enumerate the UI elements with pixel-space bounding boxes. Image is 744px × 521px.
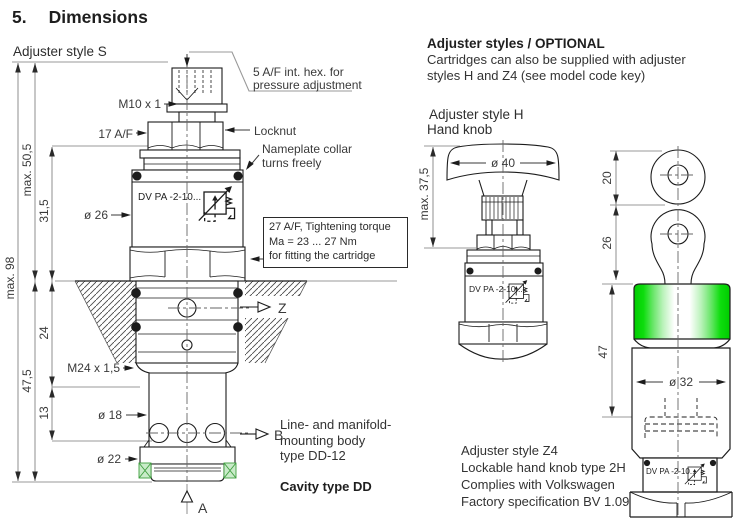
callout-collar-line2: turns freely: [262, 156, 322, 170]
adjuster-style-h-drawing: [417, 140, 559, 362]
nameplate-text-z4: DV PA -2-10...: [646, 467, 697, 476]
dia-32-label: ø 32: [668, 375, 694, 389]
z4-body-shape: [632, 348, 730, 458]
dim-max505-label: max. 50,5: [20, 143, 34, 197]
dim-315-label: 31,5: [37, 199, 51, 223]
body-note-line3: type DD-12: [280, 448, 346, 463]
torque-line3: for fitting the cartridge: [269, 250, 376, 263]
dim-13-label: 13: [37, 406, 51, 420]
main-drawing-heading: Adjuster style S: [13, 44, 107, 59]
dim-26-label: 26: [600, 236, 614, 250]
green-hand-knob: [634, 284, 730, 339]
cavity-note: Cavity type DD: [280, 479, 372, 494]
section-number: 5.: [12, 7, 27, 27]
optional-desc-line2: styles H and Z4 (see model code key): [427, 67, 646, 83]
page-title: [12, 7, 148, 28]
z4-caption-line2: Lockable hand knob type 2H: [461, 460, 626, 475]
dia-26-label: ø 26: [83, 208, 108, 222]
dim-max98-label: max. 98: [3, 256, 17, 300]
optional-description: [427, 52, 686, 83]
callout-m10-label: M10 x 1: [118, 97, 161, 111]
z4-knob-and-body: [630, 284, 732, 517]
port-b-label: B: [274, 427, 284, 443]
body-note: [280, 417, 391, 464]
z4-caption-line4: Factory specification BV 1.09: [461, 494, 630, 509]
style-h-subheading: Hand knob: [427, 122, 493, 137]
body-note-line2: mounting body: [280, 432, 366, 448]
callout-pressure-adjust-line2: pressure adjustment: [253, 78, 362, 92]
torque-line2: Ma = 23 ... 27 Nm: [269, 235, 357, 248]
torque-note-box: [263, 217, 408, 268]
style-h-heading: Adjuster style H: [429, 107, 524, 122]
callout-locknut-label: Locknut: [254, 124, 297, 138]
dim-max375-label: max. 37,5: [417, 167, 431, 221]
nameplate-text-h: DV PA -2-10...: [469, 284, 523, 294]
port-a-label: A: [198, 500, 208, 516]
z4-caption-line1: Adjuster style Z4: [461, 443, 558, 458]
dim-20-label: 20: [600, 171, 614, 185]
dim-475-label: 47,5: [20, 369, 34, 393]
dim-47-label: 47: [596, 345, 610, 359]
m24-label: M24 x 1,5: [67, 361, 120, 375]
callout-17af-label: 17 A/F: [98, 127, 133, 141]
dia-40-label: ø 40: [490, 156, 516, 170]
dia-18-label: ø 18: [97, 408, 122, 422]
style-z4-caption: [461, 442, 629, 510]
port-z-label: Z: [278, 300, 287, 316]
z4-caption-line3: Complies with Volkswagen: [461, 477, 615, 492]
dim-24-label: 24: [37, 326, 51, 340]
body-note-line1: Line- and manifold-: [280, 417, 392, 432]
section-title: Dimensions: [48, 7, 148, 27]
optional-heading: Adjuster styles / OPTIONAL: [427, 36, 605, 51]
callout-pressure-adjust-line1: 5 A/F int. hex. for: [253, 65, 344, 79]
callout-collar-line1: Nameplate collar: [262, 142, 353, 156]
optional-desc-line1: Cartridges can also be supplied with adjuster: [427, 52, 686, 67]
torque-line1: 27 A/F, Tightening torque: [269, 221, 391, 233]
dia-22-label: ø 22: [96, 452, 121, 466]
nameplate-text-s: DV PA -2-10...: [138, 192, 202, 203]
